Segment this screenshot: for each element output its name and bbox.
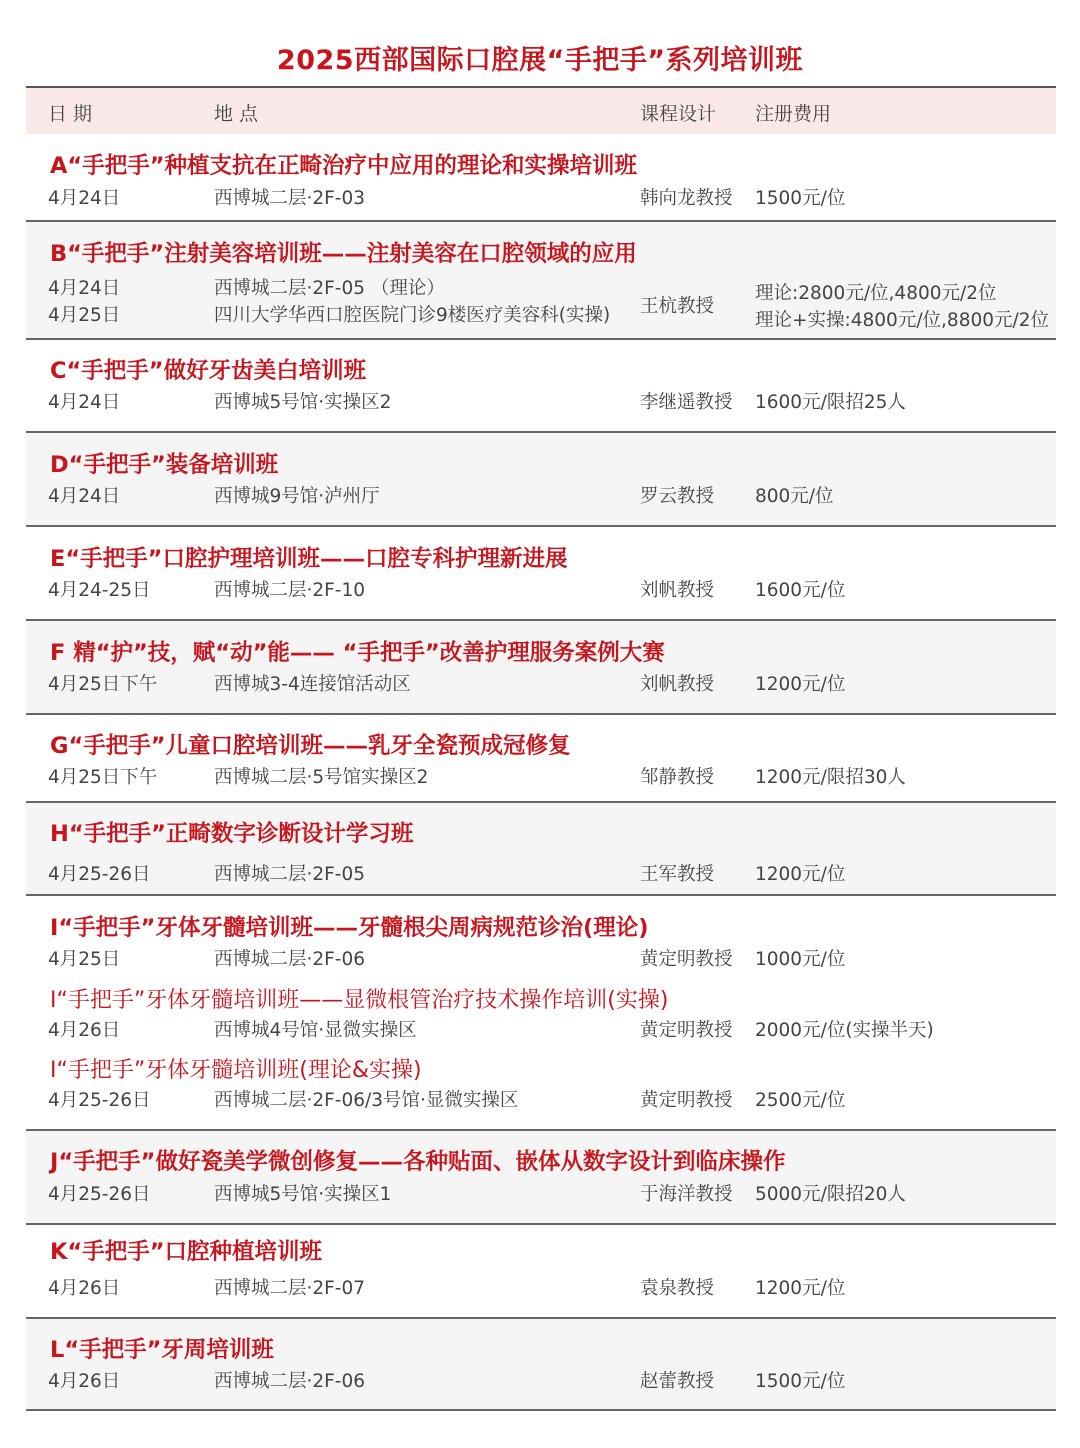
course-section-i: [26, 896, 1056, 1129]
header-venue: 地 点: [214, 103, 259, 125]
course-professor: 刘帆教授: [640, 580, 715, 601]
course-venue: 西博城3-4连接馆活动区: [214, 674, 411, 695]
course-fee: 1200元/位: [755, 864, 846, 885]
course-title: B“手把手”注射美容培训班——注射美容在口腔领域的应用: [50, 241, 637, 267]
course-fee: 理论+实操:4800元/位,8800元/2位: [755, 310, 1050, 331]
course-section-k: [26, 1225, 1056, 1317]
header-course: 课程设计: [640, 103, 717, 125]
course-fee: 1500元/位: [755, 188, 846, 209]
course-fee: 1200元/位: [755, 1278, 846, 1299]
course-venue: 四川大学华西口腔医院门诊9楼医疗美容科(实操): [214, 305, 611, 326]
course-professor: 李继遥教授: [640, 392, 733, 413]
course-professor: 王杭教授: [640, 296, 715, 317]
course-date: 4月25日下午: [48, 674, 158, 695]
course-title: G“手把手”儿童口腔培训班——乳牙全瓷预成冠修复: [50, 733, 571, 759]
course-title: D“手把手”装备培训班: [50, 452, 279, 478]
course-venue: 西博城二层·2F-10: [214, 580, 366, 601]
course-title: J“手把手”做好瓷美学微创修复——各种贴面、嵌体从数字设计到临床操作: [50, 1149, 786, 1175]
course-section-b: [26, 222, 1056, 338]
course-venue: 西博城二层·2F-05: [214, 864, 366, 885]
course-fee: 2000元/位(实操半天): [755, 1020, 934, 1041]
course-professor: 邹静教授: [640, 767, 715, 788]
course-date: 4月25日: [48, 305, 121, 326]
course-date: 4月24日: [48, 392, 121, 413]
course-date: 4月24日: [48, 188, 121, 209]
course-fee: 800元/位: [755, 486, 834, 507]
course-date: 4月25-26日: [48, 864, 151, 885]
course-title: F 精“护”技，赋“动”能—— “手把手”改善护理服务案例大赛: [50, 640, 665, 666]
course-date: 4月24日: [48, 486, 121, 507]
course-fee: 1200元/限招30人: [755, 767, 906, 788]
header-fee: 注册费用: [755, 103, 832, 125]
course-professor: 黄定明教授: [640, 949, 733, 970]
course-date: 4月26日: [48, 1371, 121, 1392]
header-date: 日 期: [48, 103, 93, 125]
course-fee: 2500元/位: [755, 1090, 846, 1111]
course-venue: 西博城二层·5号馆实操区2: [214, 767, 429, 788]
course-section-g: [26, 715, 1056, 801]
course-section-j: [26, 1131, 1056, 1223]
course-section-c: [26, 340, 1056, 431]
course-professor: 于海洋教授: [640, 1184, 733, 1205]
course-section-a: [26, 136, 1056, 220]
course-professor: 刘帆教授: [640, 674, 715, 695]
table-header: [26, 88, 1056, 134]
course-professor: 罗云教授: [640, 486, 715, 507]
course-fee: 1200元/位: [755, 674, 846, 695]
course-venue: 西博城二层·2F-03: [214, 188, 366, 209]
course-section-d: [26, 433, 1056, 525]
course-section-h: [26, 803, 1056, 894]
course-venue: 西博城5号馆·实操区1: [214, 1184, 392, 1205]
course-fee: 理论:2800元/位,4800元/2位: [755, 283, 997, 304]
course-title: I“手把手”牙体牙髓培训班——牙髓根尖周病规范诊治(理论): [50, 915, 649, 941]
course-fee: 1600元/位: [755, 580, 846, 601]
course-date: 4月24-25日: [48, 580, 151, 601]
course-title: K“手把手”口腔种植培训班: [50, 1239, 323, 1265]
course-venue: 西博城二层·2F-06: [214, 949, 366, 970]
course-title: A“手把手”种植支抗在正畸治疗中应用的理论和实操培训班: [50, 153, 637, 179]
course-date: 4月24日: [48, 278, 121, 299]
course-title: L“手把手”牙周培训班: [50, 1337, 274, 1363]
course-title: I“手把手”牙体牙髓培训班(理论&实操): [50, 1058, 422, 1083]
course-fee: 1500元/位: [755, 1371, 846, 1392]
course-section-e: [26, 527, 1056, 619]
course-venue: 西博城9号馆·泸州厅: [214, 486, 380, 507]
course-venue: 西博城二层·2F-06/3号馆·显微实操区: [214, 1090, 519, 1111]
page-title: 2025西部国际口腔展“手把手”系列培训班: [276, 45, 804, 76]
course-professor: 王军教授: [640, 864, 715, 885]
course-venue: 西博城4号馆·显微实操区: [214, 1020, 417, 1041]
course-section-f: [26, 621, 1056, 713]
course-date: 4月26日: [48, 1020, 121, 1041]
course-date: 4月25-26日: [48, 1090, 151, 1111]
course-date: 4月25日: [48, 949, 121, 970]
bottom-rule: [26, 1409, 1056, 1411]
course-fee: 1600元/限招25人: [755, 392, 906, 413]
course-title: C“手把手”做好牙齿美白培训班: [50, 358, 367, 384]
course-section-l: [26, 1319, 1056, 1409]
course-title: I“手把手”牙体牙髓培训班——显微根管治疗技术操作培训(实操): [50, 988, 669, 1013]
course-date: 4月25-26日: [48, 1184, 151, 1205]
course-professor: 黄定明教授: [640, 1020, 733, 1041]
course-venue: 西博城5号馆·实操区2: [214, 392, 392, 413]
course-venue: 西博城二层·2F-05 （理论）: [214, 278, 445, 299]
course-venue: 西博城二层·2F-07: [214, 1278, 366, 1299]
course-fee: 1000元/位: [755, 949, 846, 970]
course-professor: 黄定明教授: [640, 1090, 733, 1111]
course-venue: 西博城二层·2F-06: [214, 1371, 366, 1392]
course-date: 4月26日: [48, 1278, 121, 1299]
course-date: 4月25日下午: [48, 767, 158, 788]
course-professor: 韩向龙教授: [640, 188, 733, 209]
course-title: H“手把手”正畸数字诊断设计学习班: [50, 821, 414, 847]
course-professor: 袁泉教授: [640, 1278, 715, 1299]
course-title: E“手把手”口腔护理培训班——口腔专科护理新进展: [50, 546, 568, 572]
course-fee: 5000元/限招20人: [755, 1184, 906, 1205]
course-professor: 赵蕾教授: [640, 1371, 715, 1392]
